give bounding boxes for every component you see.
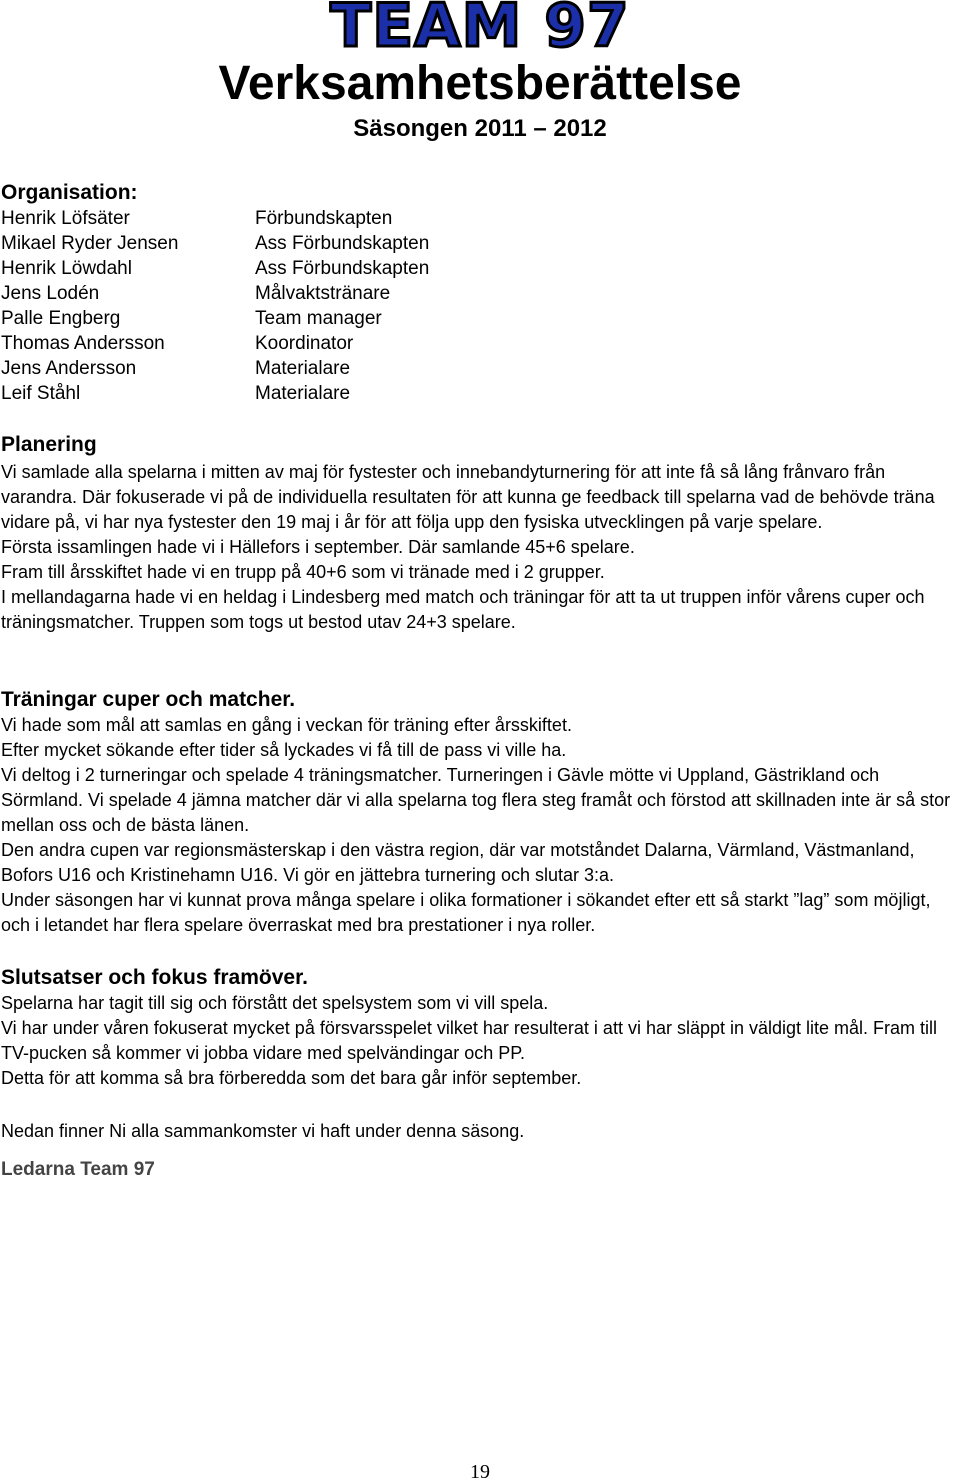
paragraph: Vi deltog i 2 turneringar och spelade 4 träningsmatcher. Turneringen i Gävle mötte vi Uppland, Gästrikland och Sörmland. Vi spelade 4 jämna matcher där vi alla spelarna tog flera steg framåt och förstod att skillnaden inte är så stor mellan oss och de bästa länen. (1, 765, 951, 835)
paragraph: Under säsongen har vi kunnat prova många spelare i olika formationer i sökandet efter ett så starkt ”lag” som möjligt, och i letandet har flera spelare överraskat med bra prestationer i nya roller. (1, 890, 931, 935)
paragraph: Vi har under våren fokuserat mycket på försvarsspelet vilket har resulterat i att vi har släppt in väldigt lite mål. Fram till TV-pucken så kommer vi jobba vidare med spelvändingar och PP. (1, 1018, 938, 1063)
member-role: Ass Förbundskapten (255, 233, 430, 254)
paragraph: Vi hade som mål att samlas en gång i veckan för träning efter årsskiftet. (1, 715, 572, 735)
season-subtitle: Säsongen 2011 – 2012 (353, 115, 607, 142)
traningar-heading: Träningar cuper och matcher. (1, 688, 296, 711)
team-logo: TEAM 97 (330, 0, 630, 61)
slutsatser-body (1, 991, 959, 1091)
organisation-member (1, 256, 941, 281)
organisation-member (1, 306, 941, 331)
paragraph: Vi samlade alla spelarna i mitten av maj för fystester och innebandyturnering för att inte få så lång frånvaro från varandra. Där fokuserade vi på de individuella resultaten för att kunna ge feedback till spelarna vad de behövde träna vidare på, vi har nya fystester den 19 maj i år för att följa upp den fysiska utvecklingen på varje spelare. (1, 462, 935, 532)
organisation-member (1, 206, 941, 231)
member-name: Henrik Löfsäter (1, 208, 130, 229)
organisation-member (1, 331, 941, 356)
paragraph: Fram till årsskiftet hade vi en trupp på 40+6 som vi tränade med i 2 grupper. (1, 562, 605, 582)
paragraph: Detta för att komma så bra förberedda som det bara går inför september. (1, 1068, 582, 1088)
member-name: Jens Andersson (1, 358, 137, 379)
planering-body (1, 460, 959, 635)
page-number: 19 (470, 1461, 490, 1483)
paragraph: Den andra cupen var regionsmästerskap i den västra region, där var motståndet Dalarna, Värmland, Västmanland, Bofors U16 och Kristinehamn U16. Vi gör en jättebra turnering och slutar 3:a. (1, 840, 915, 885)
organisation-heading: Organisation: (1, 181, 138, 204)
document-title: Verksamhetsberättelse (218, 57, 742, 110)
paragraph: Första issamlingen hade vi i Hällefors i september. Där samlande 45+6 spelare. (1, 537, 635, 557)
slutsatser-heading: Slutsatser och fokus framöver. (1, 966, 308, 989)
paragraph: Spelarna har tagit till sig och förstått det spelsystem som vi vill spela. (1, 993, 549, 1013)
signature: Ledarna Team 97 (1, 1159, 155, 1180)
member-name: Mikael Ryder Jensen (1, 233, 179, 254)
member-name: Jens Lodén (1, 283, 100, 304)
organisation-list (1, 206, 941, 406)
organisation-member (1, 356, 941, 381)
member-role: Förbundskapten (255, 208, 393, 229)
member-role: Materialare (255, 383, 351, 404)
organisation-member (1, 281, 941, 306)
organisation-member (1, 231, 941, 256)
member-role: Koordinator (255, 333, 354, 354)
member-role: Ass Förbundskapten (255, 258, 430, 279)
paragraph: I mellandagarna hade vi en heldag i Lindesberg med match och träningar för att ta ut truppen inför vårens cuper och träningsmatcher. Truppen som togs ut bestod utav 24+3 spelare. (1, 587, 925, 632)
member-name: Thomas Andersson (1, 333, 165, 354)
member-name: Palle Engberg (1, 308, 121, 329)
member-role: Materialare (255, 358, 351, 379)
traningar-body (1, 713, 959, 938)
member-name: Henrik Löwdahl (1, 258, 132, 279)
organisation-member (1, 381, 941, 406)
member-role: Målvaktstränare (255, 283, 391, 304)
paragraph: Efter mycket sökande efter tider så lyckades vi få till de pass vi ville ha. (1, 740, 567, 760)
member-role: Team manager (255, 308, 382, 329)
closing-text: Nedan finner Ni alla sammankomster vi haft under denna säsong. (1, 1121, 525, 1141)
planering-heading: Planering (1, 433, 97, 456)
member-name: Leif Ståhl (1, 383, 81, 404)
